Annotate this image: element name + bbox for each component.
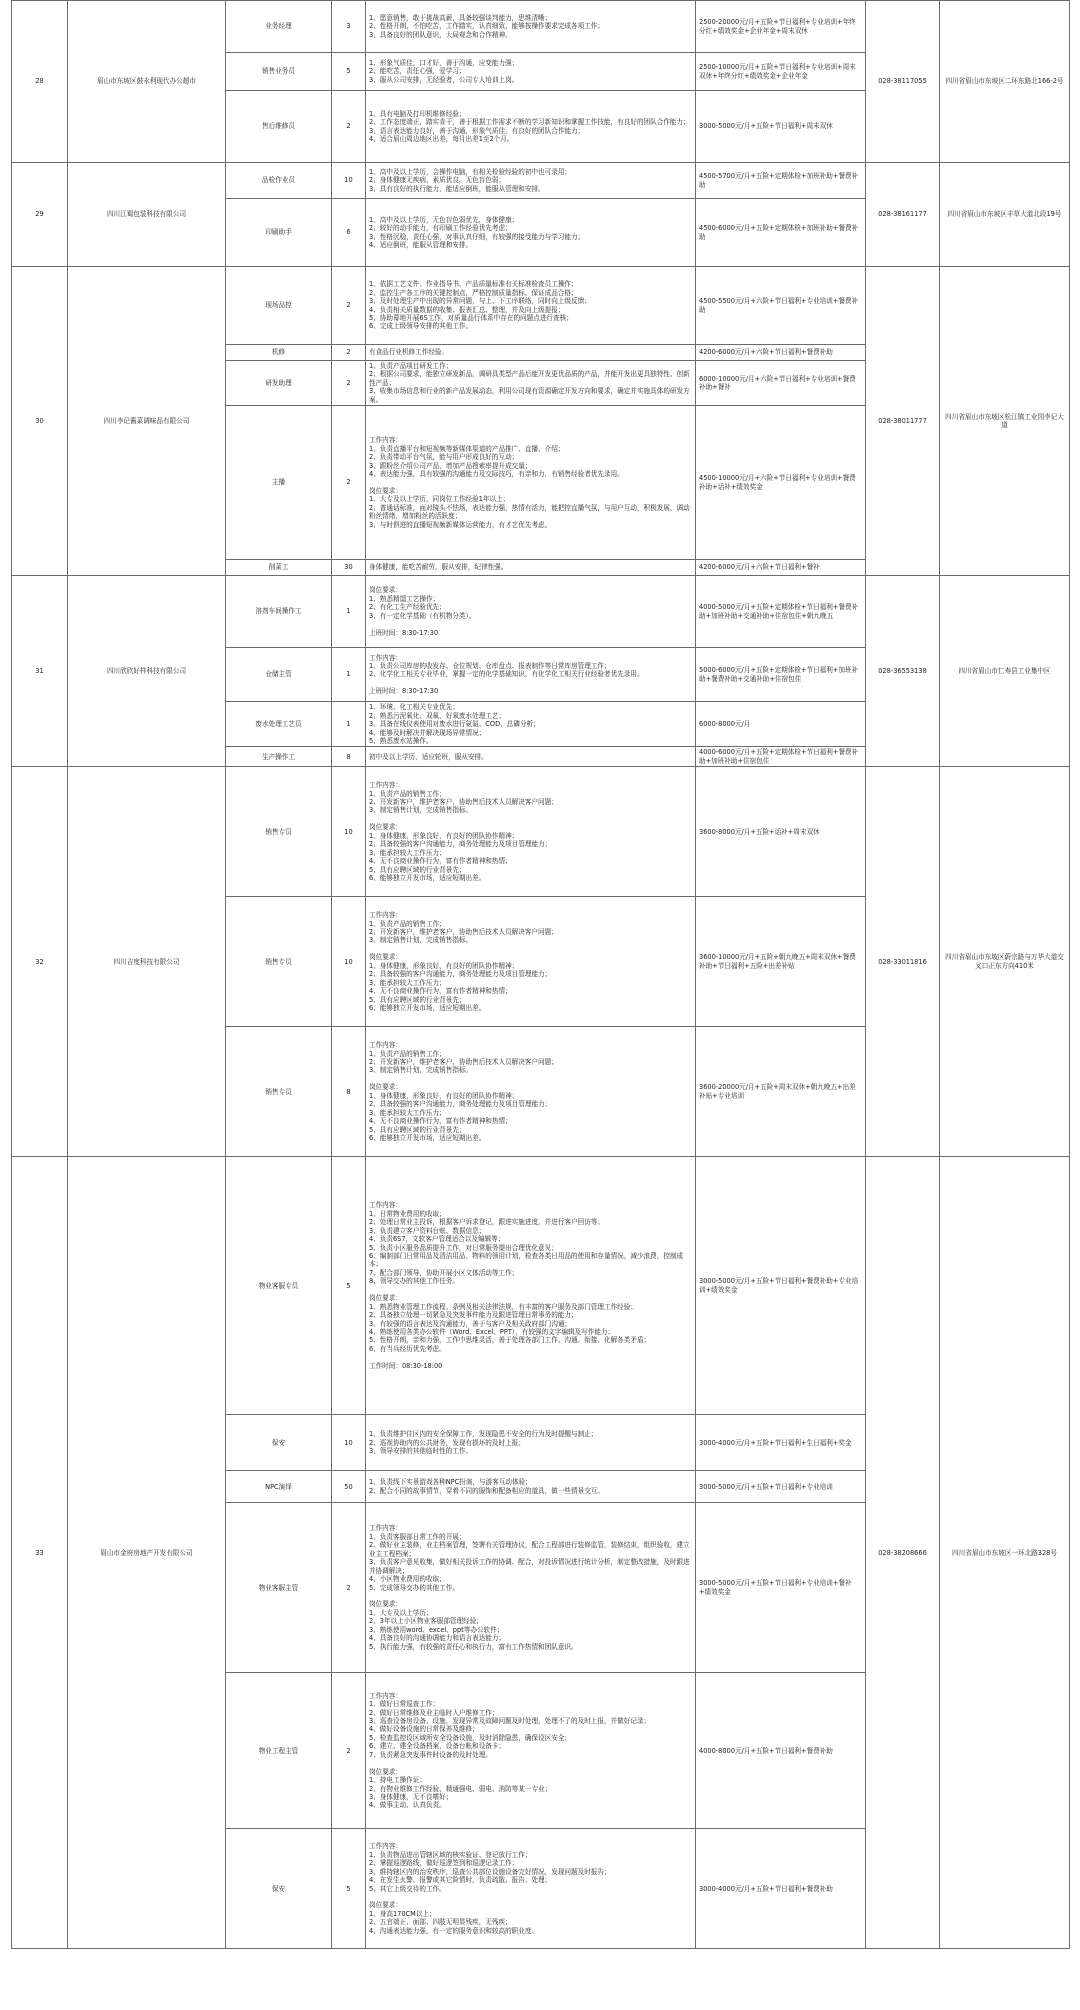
- job-count: 5: [332, 1157, 366, 1415]
- job-title: 业务经理: [226, 1, 332, 53]
- job-requirements: 1、高中及以上学历，无色盲色弱优先，身体健康； 2、较好的动手能力，有印刷工作经验优先考虑； 3、性格沉稳，责任心强，对事认真仔细，有较强的接受能力与学习能力； 4、适应倒班，能服从管理和安排。: [366, 199, 696, 267]
- job-salary: 2500-20000元/月+五险+节日福利+专业培训+年终分红+绩效奖金+企业年金+周末双休: [696, 1, 866, 53]
- job-salary: 4000-6000元/月+五险+定期体检+节日福利+餐费补助+加班补助+住宿包住: [696, 747, 866, 767]
- company-index: 30: [12, 267, 68, 576]
- job-requirements: 初中及以上学历，适应轮班，服从安排。: [366, 747, 696, 767]
- company-phone: 028-33011816: [866, 767, 940, 1157]
- job-requirements: 工作内容： 1、负责产品的销售工作； 2、开发新客户，维护老客户，协助售后技术人员解决客户问题； 3、制定销售计划，完成销售指标。 岗位要求： 1、身体健康，形象良好，有良好的团队协作精神； 2、具备较强的客户沟通能力，商务处理能力及项目管理能力； 3、能承担较大工作压力； 4、无不良商业操作行为，富有作者精神和热情； 5、具有应聘区域的行业背景先； 6、能够独立开发市场，适应短期出差。: [366, 897, 696, 1027]
- job-requirements: 1、高中及以上学历，会操作电脑，有相关检验经验的初中也可录用； 2、身体健康无疾病，素质优良，无色盲色弱； 3、具有良好的执行能力，能适应倒班，能服从管理和安排。: [366, 163, 696, 199]
- job-title: 销售业务员: [226, 53, 332, 91]
- job-count: 10: [332, 1415, 366, 1471]
- job-title: 生产操作工: [226, 747, 332, 767]
- job-count: 1: [332, 648, 366, 702]
- company-address: 四川省眉山市东坡区蔚宗路与万华大道交叉口正东方向410米: [940, 767, 1070, 1157]
- job-requirements: 身体健康，能吃苦耐劳，服从安排，纪律性强。: [366, 560, 696, 576]
- job-title: 现场品控: [226, 267, 332, 345]
- job-salary: 3600-10000元/月+五险+朝九晚五+周末双休+餐费补助+节日福利+五险+出差补贴: [696, 897, 866, 1027]
- company-name: 眉山市金府房地产开发有限公司: [68, 1157, 226, 1949]
- job-count: 10: [332, 897, 366, 1027]
- job-count: 2: [332, 1503, 366, 1673]
- job-salary: 3000-5000元/月+五险+节日福利+专业培训+餐补+绩效奖金: [696, 1503, 866, 1673]
- company-index: 33: [12, 1157, 68, 1949]
- job-title: 保安: [226, 1415, 332, 1471]
- job-salary: 4200-6000元/月+六险+节日福利+餐费补助: [696, 345, 866, 361]
- job-salary: 3000-5000元/月+五险+节日福利+周末双休: [696, 91, 866, 163]
- job-salary: 3600-20000元/月+五险+周末双休+朝九晚五+出差补贴+专业培训: [696, 1027, 866, 1157]
- job-title: 机修: [226, 345, 332, 361]
- company-address: 四川省眉山市东坡区一环北路328号: [940, 1157, 1070, 1949]
- company-phone: 028-38161177: [866, 163, 940, 267]
- job-title: 主播: [226, 406, 332, 560]
- job-count: 10: [332, 767, 366, 897]
- job-count: 8: [332, 1027, 366, 1157]
- table-row: [12, 267, 1070, 345]
- job-title: 销售专员: [226, 897, 332, 1027]
- job-salary: 5000-6000元/月+五险+定期体检+节日福利+加班补助+餐费补助+交通补助+住宿包住: [696, 648, 866, 702]
- job-salary: 3000-4000元/月+五险+节日福利+餐费补助: [696, 1829, 866, 1949]
- job-title: NPC演绎: [226, 1471, 332, 1503]
- job-count: 50: [332, 1471, 366, 1503]
- job-requirements: 1、负责产品项目研发工作； 2、根据公司要求，能独立研发新品，调研具类型产品后能开发更优品质的产品，并能开发出更具独特性、创新性产品； 3、收集市场信息和行业的新产品发展动态，利用公司现有资源确定开发方向和要求，确定并实施具体的研发方案。: [366, 361, 696, 406]
- job-salary: 3600-8000元/月+五险+话补+周末双休: [696, 767, 866, 897]
- company-address: 四川省眉山市仁寿县工业集中区: [940, 576, 1070, 767]
- job-title: 物业客服主管: [226, 1503, 332, 1673]
- job-salary: 6000-10000元/月+六险+节日福利+专业培训+餐费补助+餐补: [696, 361, 866, 406]
- company-name: 四川欣欣好样科技有限公司: [68, 576, 226, 767]
- job-count: 6: [332, 199, 366, 267]
- company-index: 31: [12, 576, 68, 767]
- job-requirements: 工作内容： 1、负责公司库房的收发存、仓位规划、仓库盘点、报表制作等日常库房管理工作； 2、化学化工相关专业毕业，掌握一定的化学基础知识，有化学化工相关行业经验者优先录用。 上班时间：8:30-17:30: [366, 648, 696, 702]
- company-name: 四川吉度科技有限公司: [68, 767, 226, 1157]
- job-requirements: 工作内容： 1、负责客服部日常工作的开展； 2、做好业主装修，业主档案管理，签署有关管理协议，配合工程部进行装修监管，装修结束，组织验收，建立业主工程档案； 3、负责客户意见收集，做好相关投诉工作的协调、配合，对投诉情况进行统计分析，制定整改措施，及时跟进并协调解决； 4、小区物业费用的收取； 5、完成领导交办的其他工作。 岗位要求： 1、大专及以上学历； 2、3年以上小区物业客服部管理经验； 3、熟练使用word、excel、ppt等办公软件； 4、具备良好的沟通协调能力和语言表达能力； 5、执行能力强，有较强的责任心和执行力，富有工作热情和团队意识。: [366, 1503, 696, 1673]
- job-count: 2: [332, 91, 366, 163]
- company-name: 眉山市东坡区鼓永利现代办公超市: [68, 1, 226, 163]
- job-salary: 3000-4000元/月+五险+节日福利+生日福利+奖金: [696, 1415, 866, 1471]
- job-count: 2: [332, 267, 366, 345]
- company-name: 四川江蜀包装科技有限公司: [68, 163, 226, 267]
- job-salary: 4000-5000元/月+五险+定期体检+节日福利+餐费补助+加班补助+交通补助+住宿包住+朝九晚五: [696, 576, 866, 648]
- job-count: 2: [332, 1673, 366, 1829]
- company-phone: 028-38208666: [866, 1157, 940, 1949]
- job-count: 2: [332, 345, 366, 361]
- job-requirements: 工作内容： 1、负责物品进出管辖区域的核实验证、登记放行工作； 2、掌握巡逻路线，做好巡逻签到和巡逻记录工作； 3、维持辖区内的治安秩序，巡查公共部位设施设备完好情况，发现问题及时报告； 4、在发生火警、报警或其它险情时，负责疏散、报告、处理； 5、其它上级交待的工作。 岗位要求： 1、身高170CM以上； 2、五官端正、面部、四肢无明显残疾，无残疾； 4、沟通表达能力强，有一定的服务意识和较高的职业度。: [366, 1829, 696, 1949]
- job-title: 物业客服专员: [226, 1157, 332, 1415]
- job-requirements: 工作内容： 1、负责产品的销售工作； 2、开发新客户，维护老客户，协助售后技术人员解决客户问题； 3、制定销售计划，完成销售指标。 岗位要求： 1、身体健康，形象良好，有良好的团队协作精神； 2、具备较强的客户沟通能力，商务处理能力及项目管理能力； 3、能承担较大工作压力； 4、无不良商业操作行为，富有作者精神和热情； 5、具有应聘区域的行业背景先； 6、能够独立开发市场，适应短期出差。: [366, 767, 696, 897]
- job-count: 1: [332, 576, 366, 648]
- job-salary: 3000-5000元/月+五险+节日福利+餐费补助+专业培训+绩效奖金: [696, 1157, 866, 1415]
- job-requirements: 1、具有电脑及打印机维修经验； 2、工作态度端正，踏实肯干，善于根据工作需求不断的学习新知识和掌握工作技能，有良好的团队合作能力； 3、语言表达能力良好，善于沟通，形象气质佳，有良好的团队合作能力； 4、适合眉山周边地区出差，每月出差1至2个月。: [366, 91, 696, 163]
- job-title: 品检作业员: [226, 163, 332, 199]
- job-salary: 4200-6000元/月+六险+节日福利+餐补: [696, 560, 866, 576]
- table-row: [12, 163, 1070, 199]
- job-title: 物业工程主管: [226, 1673, 332, 1829]
- job-title: 研发助理: [226, 361, 332, 406]
- job-requirements: 1、依据工艺文件、作业指导书、产品质量标准有关标准检查员工操作； 2、监控生产各工序的关键控制点，严格控制质量指标，保证成品合格； 3、及时处理生产中出现的异常问题，与上、下工序联络，同时向上级反馈； 4、负责相关质量数据的收集、报表汇总、整理，并及向上级提报； 5、协助幕地开展6S工作，对质量品行体系中存在的问题点进行查核； 6、完成上级领导安排的其他工作。: [366, 267, 696, 345]
- job-requirements: 工作内容： 1、做好日常巡查工作； 2、做好日常维修及业主临时入户维修工作； 3、巡查设备房设备、设施，发现异常及故障问题及时处理，处理不了的及时上报，并做好记录； 4、做好设备设施的日常保养及维修； 5、检查监控设区域所安全设备设施，及时消除隐患，确保设区安全； 6、建立、建全设备档案，设备台帐和设备卡； 7、负责紧急突发事件时设备的及时处理。 岗位要求： 1、持电工操作证； 2、有物业维修工作经验，精通强电、弱电、消防等某一专业； 3、身体健康，无不良嗜好； 4、做事主动、认真负责。: [366, 1673, 696, 1829]
- job-count: 5: [332, 53, 366, 91]
- job-requirements: 1、负责维护住区内的安全保障工作，发现隐患不安全的行为及时提醒与制止； 2、巡视协助内的公共财务，发现有损坏的及时上报； 3、领导安排的其他临时性的工作。: [366, 1415, 696, 1471]
- job-salary: 4500-5500元/月+六险+节日福利+专业培训+餐费补助: [696, 267, 866, 345]
- company-phone: 028-38011777: [866, 267, 940, 576]
- job-count: 2: [332, 361, 366, 406]
- job-salary: 4500-6000元/月+五险+定期体检+加班补助+餐费补助: [696, 199, 866, 267]
- job-salary: 3000-5000元/月+五险+节日福利+专业培训: [696, 1471, 866, 1503]
- job-salary: 6000-8000元/月: [696, 702, 866, 747]
- job-title: 印刷助手: [226, 199, 332, 267]
- table-row: [12, 1157, 1070, 1415]
- company-index: 28: [12, 1, 68, 163]
- job-count: 30: [332, 560, 366, 576]
- table-row: [12, 767, 1070, 897]
- job-count: 2: [332, 406, 366, 560]
- job-title: 溶剂车间操作工: [226, 576, 332, 648]
- job-requirements: 工作内容： 1、负责直播平台和短视频等新媒体渠道的产品推广、直播、介绍； 2、负责带动平台气氛，能与用户形成良好的互动； 3、跟粉丝介绍公司产品，增加产品搜索率提升成交量； 4、表达能力强，具有较强的沟通能力及交际技巧，有亲和力，有销售经验者优先录用。 岗位要求： 1、大专及以上学历，同岗位工作经验1年以上； 2、普通话标准，面对镜头不怯场，表达能力强，热情有活力，能把控直播气氛，与用户互动，积极发展，调动粉丝情绪，增加粉丝的活跃度； 3、与时俱进的直播短视频新媒体运营能力，有才艺优先考虑。: [366, 406, 696, 560]
- job-requirements: 工作内容： 1、日常物业费用的收取； 2、处理日常业主投诉，根据客户诉求登记，跟进实施进度，并进行客户回访等； 3、负责建立客户资料台账、数据信息； 4、负责6S7，文软客户管理适合以及编辑等； 5、负责小区服务品质提升工作，对日常服务提出合理优化意见； 6、编制部门日常用品及清洁用品、物料的领用计划，检查各类日用品的使用和存量情况，减少浪费，控制成本； 7、配合部门领导，协助开展小区文体活动等工作； 8、领导交办的其他工作任务。 岗位要求： 1、熟悉物业管理工作流程、条例及相关法律法规，有丰富的客户服务及部门管理工作经验； 2、具备独立处理一切紧急及突发事件能力及跟进管理日常事务的能力； 3、有较强的语言表达及沟通能力，善于与客户及相关政府部门沟通； 4、熟练使用各类办公软件（Word、Excel、PPT），有较强的文字编辑及写作能力； 5、性格开朗，亲和力强，工作中思维灵活，善于处理各部门工作、沟通、衔接、化解各类矛盾； 6、有当兵经历优先考虑。 工作时间：08:30-18:00: [366, 1157, 696, 1415]
- job-requirements: 岗位要求： 1、熟悉精馏工艺操作； 2、有化工生产经验优先； 3、有一定化学基础（有机物分类）。 上班时间：8:30-17:30: [366, 576, 696, 648]
- company-phone: 028-38117055: [866, 1, 940, 163]
- job-title: 保安: [226, 1829, 332, 1949]
- job-requirements: 有食品行业机修工作经验。: [366, 345, 696, 361]
- job-requirements: 1、环境、化工相关专业优先； 2、熟悉污泥氧化、双氧、好氧废水处理工艺； 3、具备在线仪表使用对废水进行氨氮、COD、总磷分析； 4、能够及时解决并解决现场异常情况； 5、熟悉废水站操作。: [366, 702, 696, 747]
- job-title: 售后维修员: [226, 91, 332, 163]
- table-body: [12, 1, 1070, 1949]
- job-title: 销售专员: [226, 1027, 332, 1157]
- job-count: 8: [332, 747, 366, 767]
- table-row: [12, 1, 1070, 53]
- job-salary: 2500-10000元/月+五险+节日福利+专业培训+周末双休+年终分红+绩效奖金+企业年金: [696, 53, 866, 91]
- company-address: 四川省眉山市东坡区松江镇工业园李记大道: [940, 267, 1070, 576]
- job-count: 10: [332, 163, 366, 199]
- job-count: 5: [332, 1829, 366, 1949]
- company-name: 四川李记酱菜调味品有限公司: [68, 267, 226, 576]
- job-title: 仓储主管: [226, 648, 332, 702]
- recruitment-table: [11, 0, 1070, 1949]
- table-row: [12, 576, 1070, 648]
- company-index: 32: [12, 767, 68, 1157]
- company-address: 四川省眉山市东坡区丰草大道北段19号: [940, 163, 1070, 267]
- job-title: 废水处理工艺员: [226, 702, 332, 747]
- job-salary: 4500-5700元/月+五险+定期体检+加班补助+餐费补助: [696, 163, 866, 199]
- company-phone: 028-36553138: [866, 576, 940, 767]
- company-address: 四川省眉山市东坡区二环东路北166-2号: [940, 1, 1070, 163]
- job-salary: 4000-8000元/月+五险+节日福利+餐费补助: [696, 1673, 866, 1829]
- company-index: 29: [12, 163, 68, 267]
- job-count: 3: [332, 1, 366, 53]
- job-salary: 4500-10000元/月+六险+节日福利+专业培训+餐费补助+话补+绩效奖金: [696, 406, 866, 560]
- job-requirements: 1、形象气质佳，口才好，善于沟通，应变能力强； 2、能吃苦，责任心强，爱学习； 3、服从公司安排，无经验者，公司专人培训上岗。: [366, 53, 696, 91]
- job-requirements: 1、愿意销售，敢于挑战高薪，具备较强谈判能力，思维清晰； 2、性格开朗，不怕吃苦，工作踏实，认真细致，能够按操作要求完成各项工作； 3、具备良好的团队意识，大局观念和合作精神。: [366, 1, 696, 53]
- job-title: 削菜工: [226, 560, 332, 576]
- job-count: 1: [332, 702, 366, 747]
- job-requirements: 1、负责线下实景游戏各种NPC扮演，与游客互动体验； 2、配合不同的故事情节，穿着不同的服饰和配备相应的道具，做一些情景交互。: [366, 1471, 696, 1503]
- job-title: 销售专员: [226, 767, 332, 897]
- job-requirements: 工作内容： 1、负责产品的销售工作； 2、开发新客户，维护老客户，协助售后技术人员解决客户问题； 3、制定销售计划，完成销售指标。 岗位要求： 1、身体健康，形象良好，有良好的团队协作精神； 2、具备较强的客户沟通能力，商务处理能力及项目管理能力； 3、能承担较大工作压力； 4、无不良商业操作行为，富有作者精神和热情； 5、具有应聘区域的行业背景先； 6、能够独立开发市场，适应短期出差。: [366, 1027, 696, 1157]
